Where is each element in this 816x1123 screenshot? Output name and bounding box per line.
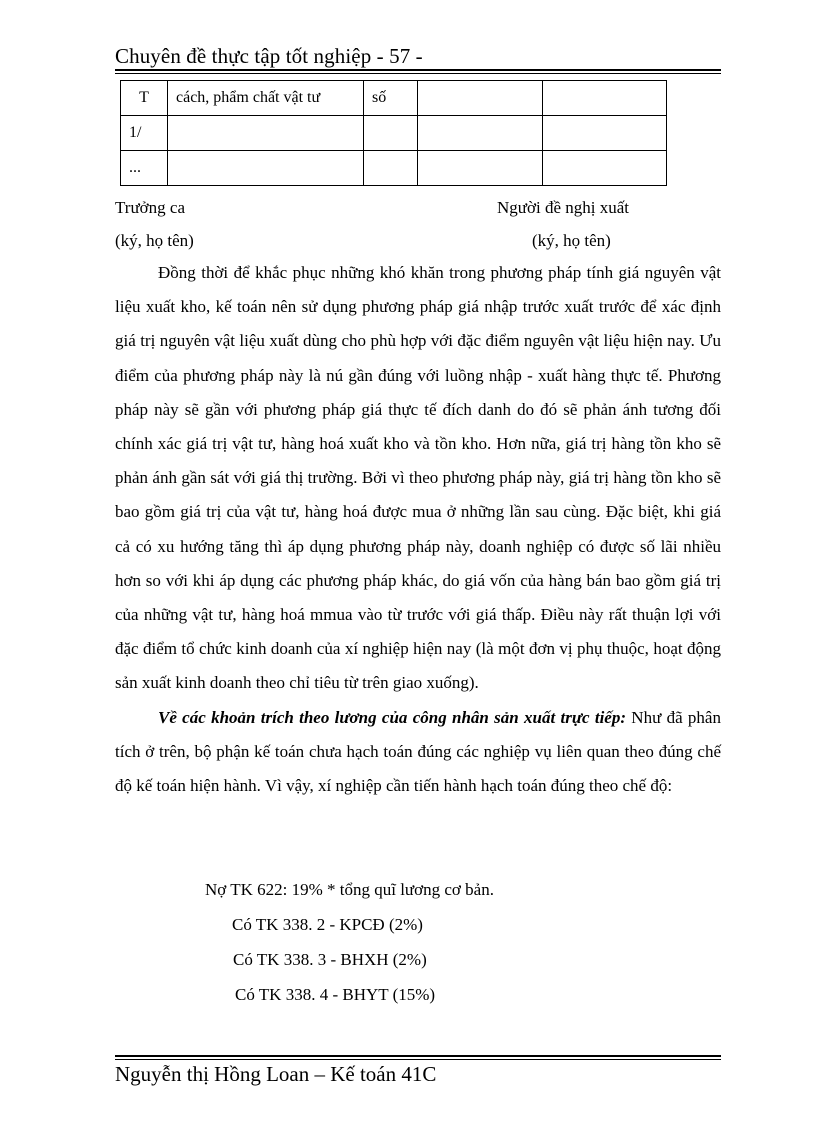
paragraph-text: Như đã phân tích ở trên, bộ phận kế toán chưa hạch toán đúng các nghiệp vụ liên quan theo đúng chế độ kế toán hiện hành. Vì vậy, xí nghiệp cần tiến hành hạch toán đúng theo chế độ: bbox=[115, 707, 721, 796]
footer-rule-thin bbox=[115, 1059, 721, 1060]
signature-right-title: Người đề nghị xuất bbox=[497, 198, 629, 217]
paragraph-heading: Về các khoản trích theo lương của công nhân sản xuất trực tiếp: bbox=[158, 707, 627, 727]
table-cell bbox=[364, 116, 418, 151]
paragraph-payroll-deductions bbox=[115, 701, 721, 804]
journal-entry-debit: Nợ TK 622: 19% * tổng quĩ lương cơ bản. bbox=[205, 880, 494, 899]
header-rule-thick bbox=[115, 69, 721, 71]
table-cell: số bbox=[364, 81, 418, 116]
table-cell: 1/ bbox=[121, 116, 168, 151]
journal-entry-credit-bhyt: Có TK 338. 4 - BHYT (15%) bbox=[235, 985, 436, 1004]
journal-entry-credit-bhxh: Có TK 338. 3 - BHXH (2%) bbox=[233, 950, 427, 969]
journal-entry-credit-kpcd: Có TK 338. 2 - KPCĐ (2%) bbox=[232, 915, 423, 934]
table-cell bbox=[364, 151, 418, 186]
table-cell bbox=[543, 151, 667, 186]
table-cell bbox=[168, 116, 364, 151]
page-footer: Nguyễn thị Hồng Loan – Kế toán 41C bbox=[115, 1062, 437, 1086]
table-row bbox=[121, 116, 667, 151]
table-cell: cách, phẩm chất vật tư bbox=[168, 81, 364, 116]
material-request-table bbox=[120, 80, 667, 186]
page-header: Chuyên đề thực tập tốt nghiệp - 57 - bbox=[115, 44, 423, 68]
signature-left-title: Trưởng ca bbox=[115, 198, 185, 217]
footer-rule-thick bbox=[115, 1055, 721, 1057]
body-text bbox=[115, 256, 721, 803]
table-cell bbox=[418, 81, 543, 116]
table-row bbox=[121, 81, 667, 116]
header-rule-thin bbox=[115, 73, 721, 74]
table-cell: T bbox=[121, 81, 168, 116]
table-cell bbox=[418, 151, 543, 186]
table-cell: ... bbox=[121, 151, 168, 186]
signature-right-note: (ký, họ tên) bbox=[532, 231, 611, 250]
table-cell bbox=[168, 151, 364, 186]
signature-left-note: (ký, họ tên) bbox=[115, 231, 194, 250]
paragraph-fifo-method: Đồng thời để khắc phục những khó khăn trong phương pháp tính giá nguyên vật liệu xuất kho, kế toán nên sử dụng phương pháp giá nhập trước xuất trước để xác định giá trị nguyên vật liệu xuất dùng cho phù hợp với đặc điểm nguyên vật liệu hiện nay. Ưu điểm của phương pháp này là nú gần đúng với luồng nhập - xuất hàng thực tế. Phương pháp này sẽ gần với phương pháp giá thực tế đích danh do đó sẽ phản ánh tương đối chính xác giá trị vật tư, hàng hoá xuất kho và tồn kho. Hơn nữa, giá trị hàng tồn kho sẽ phản ánh gần sát với giá thị trường. Bởi vì theo phương pháp này, giá trị hàng tồn kho sẽ bao gồm giá trị của vật tư, hàng hoá được mua ở những lần sau cùng. Đặc biệt, khi giá cả có xu hướng tăng thì áp dụng phương pháp này, doanh nghiệp có được số lãi nhiều hơn so với khi áp dụng các phương pháp khác, do giá vốn của hàng bán bao gồm giá trị của những vật tư, hàng hoá mmua vào từ trước với giá thấp. Điều này rất thuận lợi với đặc điểm tổ chức kinh doanh của xí nghiệp hiện nay (là một đơn vị phụ thuộc, hoạt động sản xuất kinh doanh theo chỉ tiêu từ trên giao xuống). bbox=[115, 263, 721, 693]
table-row bbox=[121, 151, 667, 186]
table-cell bbox=[418, 116, 543, 151]
table-cell bbox=[543, 81, 667, 116]
table-cell bbox=[543, 116, 667, 151]
